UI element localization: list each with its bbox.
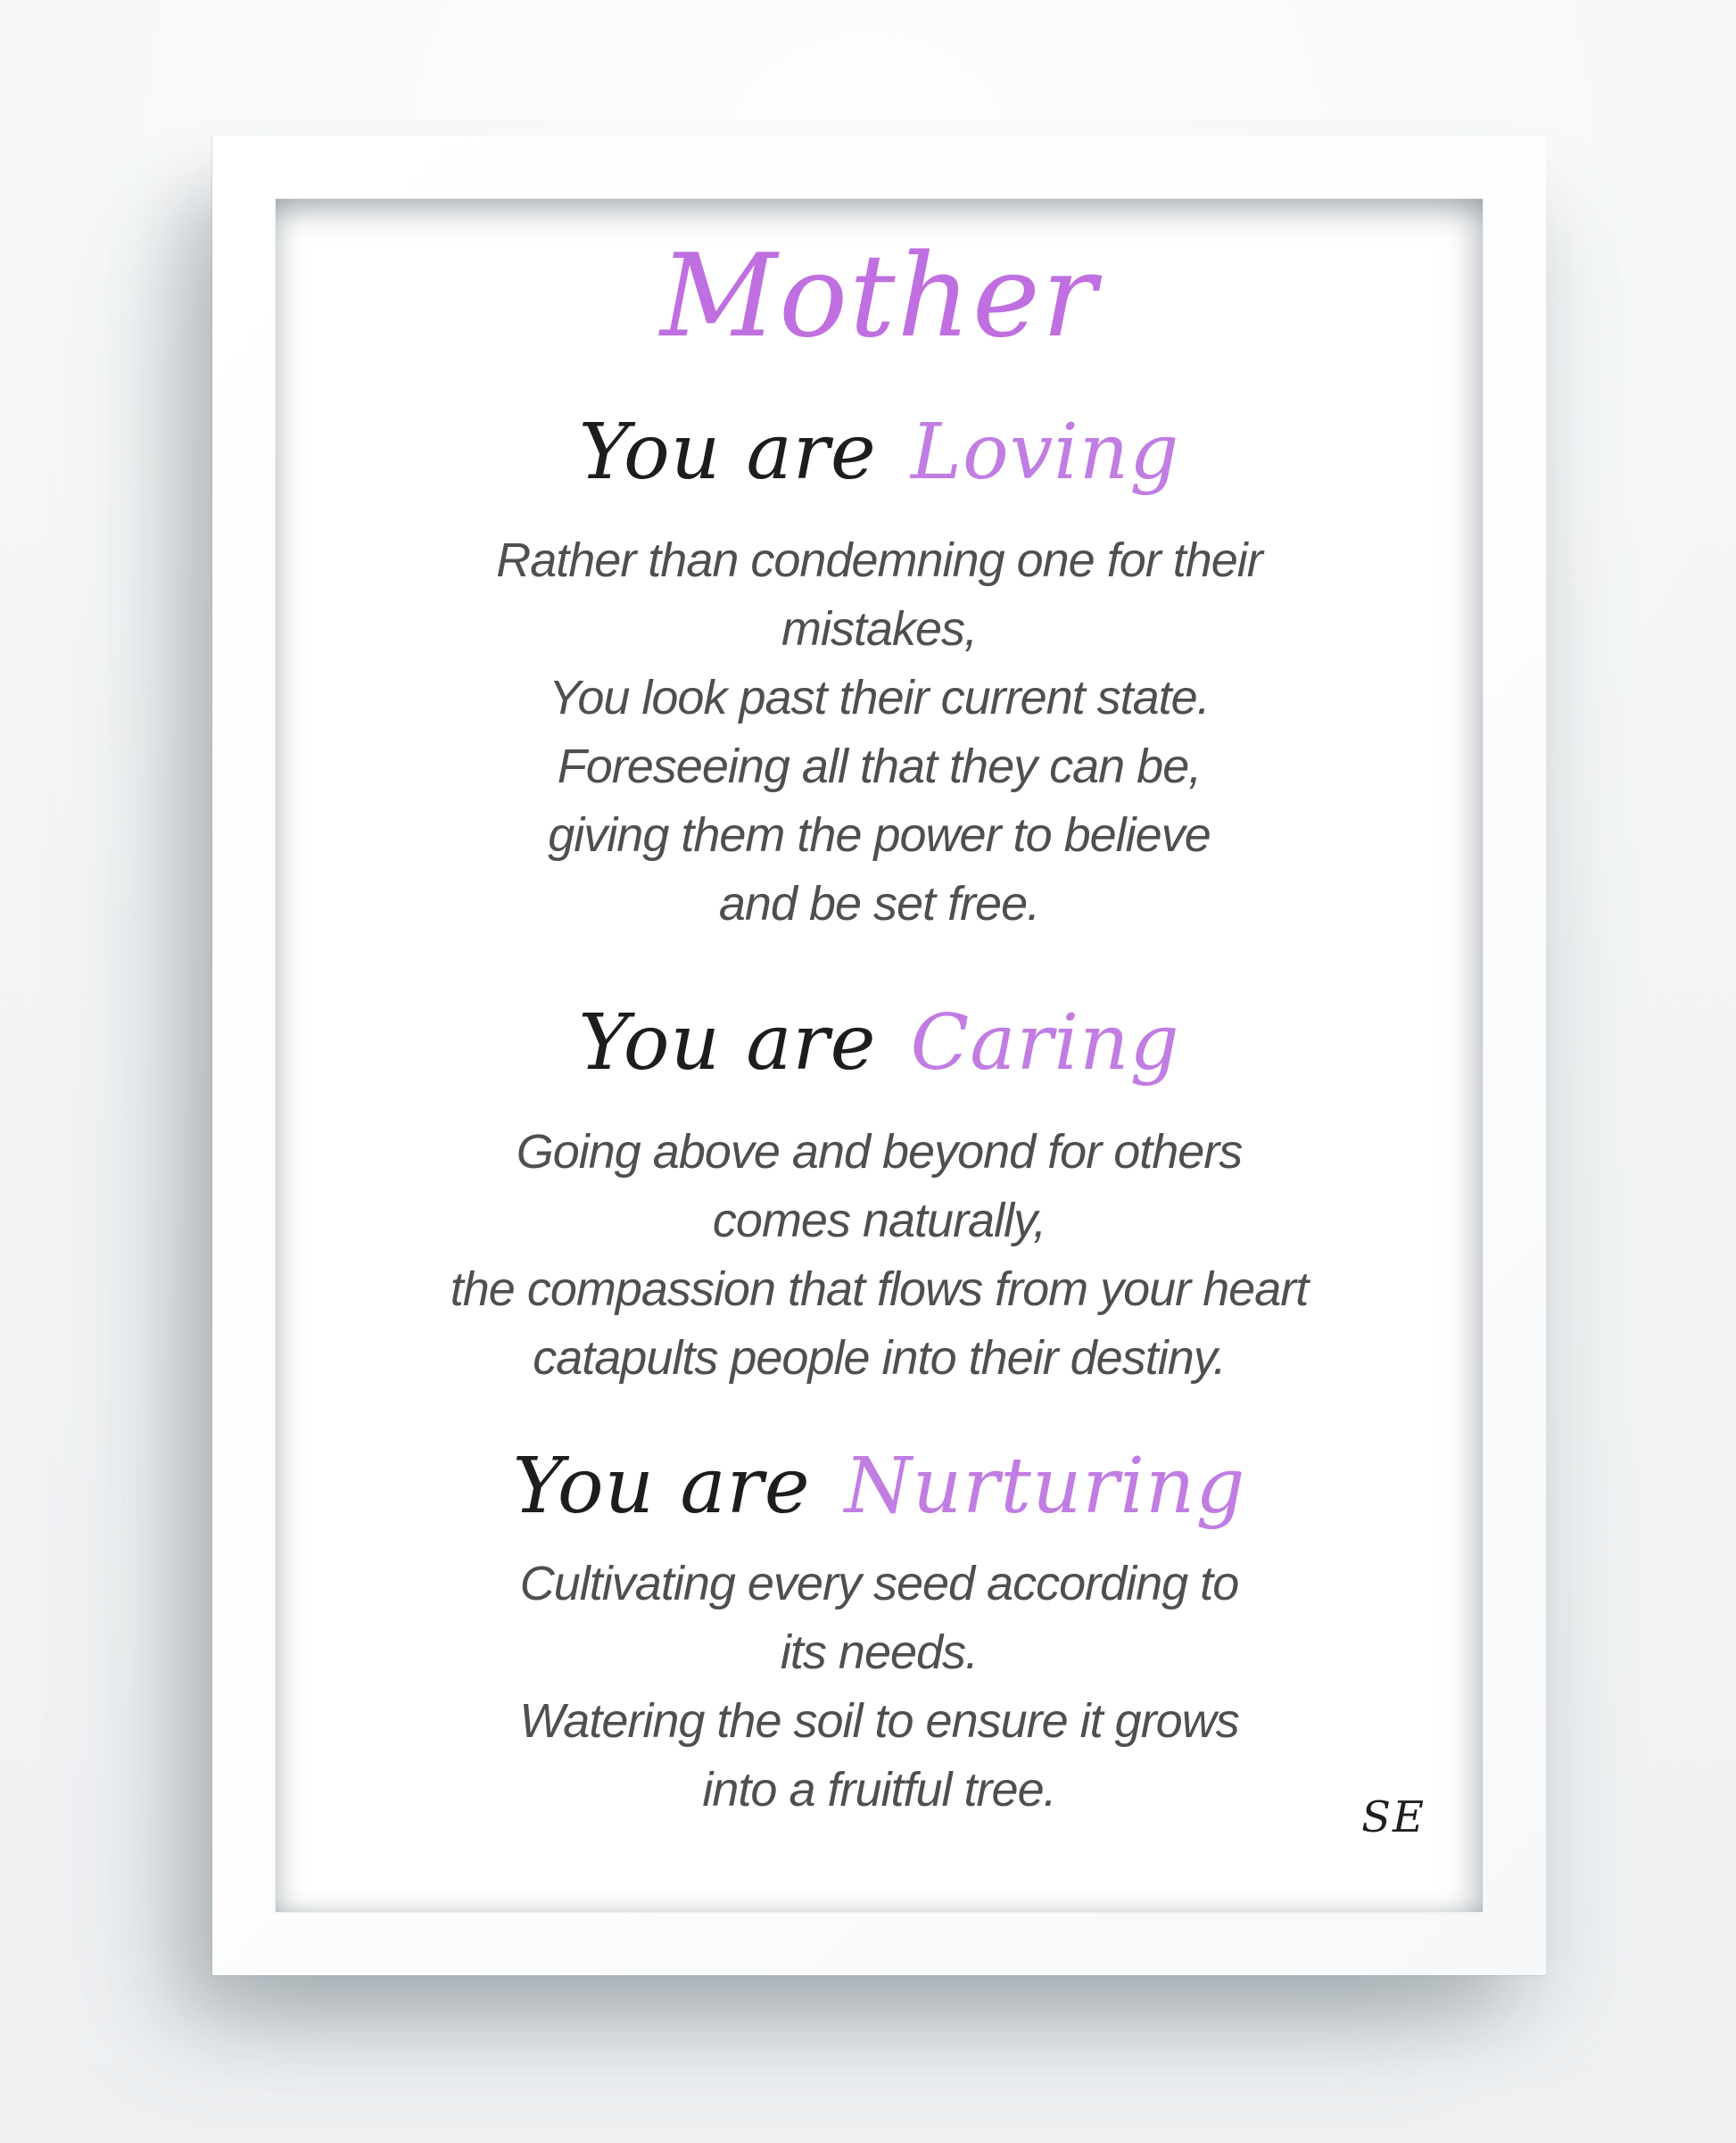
poster-line: the compassion that flows from your heart: [450, 1262, 1309, 1317]
poster-line: and be set free.: [718, 876, 1040, 931]
poster-line: giving them the power to believe: [548, 807, 1211, 862]
section-body-caring: [451, 1118, 1308, 1393]
poster-paper: [275, 198, 1484, 1913]
poster-line: Cultivating every seed according to: [519, 1556, 1239, 1610]
section-body-nurturing: [519, 1550, 1238, 1824]
poster-line: Going above and beyond for others: [516, 1125, 1243, 1179]
poster-title: Mother: [660, 230, 1098, 363]
section-heading-nurturing: [513, 1439, 1246, 1535]
poster-line: mistakes,: [781, 601, 978, 656]
poster-line: into a fruitful tree.: [702, 1762, 1056, 1816]
heading-lead: You are: [578, 997, 877, 1088]
picture-frame: [212, 136, 1546, 1975]
section-heading-loving: [579, 405, 1180, 501]
heading-accent: Caring: [910, 997, 1180, 1088]
poster-line: catapults people into their destiny.: [533, 1331, 1226, 1386]
section-body-loving: [496, 526, 1262, 939]
poster-line: You look past their current state.: [549, 670, 1210, 724]
heading-lead: You are: [578, 408, 877, 498]
poster-line: Foreseeing all that they can be,: [557, 739, 1202, 793]
artist-monogram: SE: [1361, 1792, 1426, 1842]
poster-line: its needs.: [780, 1625, 979, 1679]
heading-accent: Loving: [910, 408, 1180, 498]
poster-line: Rather than condemning one for their: [496, 533, 1262, 587]
poster-line: Watering the soil to ensure it grows: [519, 1693, 1239, 1748]
heading-accent: Nurturing: [844, 1442, 1246, 1532]
heading-lead: You are: [512, 1442, 811, 1532]
section-heading-caring: [578, 996, 1179, 1092]
poster-line: comes naturally,: [712, 1194, 1046, 1248]
